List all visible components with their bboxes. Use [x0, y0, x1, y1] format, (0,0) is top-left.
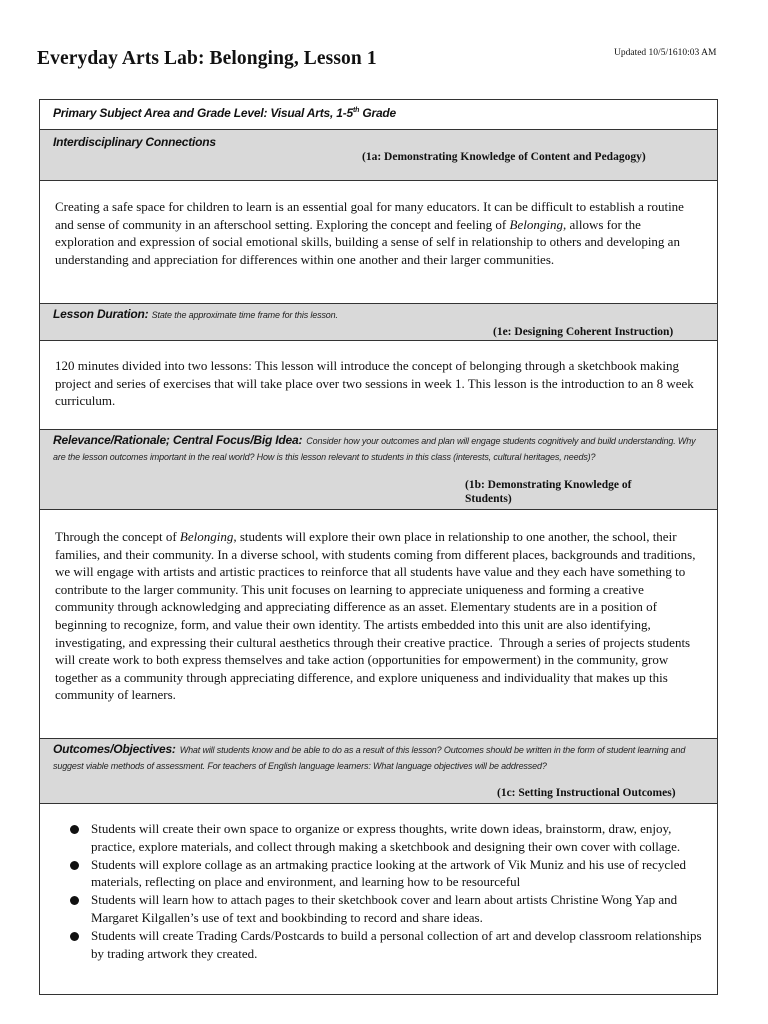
- relevance-domain: [465, 478, 631, 506]
- relevance-domain-line1: (1b: Demonstrating Knowledge of: [465, 479, 632, 491]
- bullet-icon: [70, 861, 79, 870]
- duration-note: State the approximate time frame for this lesson.: [151, 310, 338, 320]
- grade-superscript: th: [353, 107, 360, 114]
- relevance-note: Consider how your outcomes and plan will engage students cognitively and build understanding. Why are the lesson outcomes important in the real world? How is this lesson relevant to students in this class (interests, cultural heritages, needs)?: [53, 436, 696, 462]
- outcomes-note: What will students know and be able to do as a result of this lesson? Outcomes should be written in the form of student learning and suggest viable methods of assessment. For teachers of English language learners: What language objectives will be addressed?: [53, 745, 686, 771]
- interdisciplinary-domain: (1a: Demonstrating Knowledge of Content and Pedagogy): [362, 151, 646, 163]
- subject-grade-main: Primary Subject Area and Grade Level: Visual Arts, 1-5: [53, 106, 353, 120]
- bullet-icon: [70, 825, 79, 834]
- bullet-icon: [70, 932, 79, 941]
- relevance-domain-line2: Students): [465, 493, 512, 505]
- subject-row: [40, 100, 717, 130]
- lesson-plan-table: [39, 99, 718, 995]
- outcomes-body-row: [40, 804, 717, 994]
- relevance-heading-block: [53, 433, 708, 464]
- relevance-body: Through the concept of Belonging, students will explore their own place in relationship to one another, the school, their families, and their community. In a diverse school, with students coming from different places, backgrounds and traditions, we will engage with artists and artistic practices to reinforce that all students have value and they each have something to contribute to the larger community. This unit focuses on learning to appreciate uniqueness and forming a creative community through acknowledging and appreciating difference as an asset. Elementary students are in a position of beginning to recognize, form, and value their own identity. The artists embedded into this unit are also identifying, investigating, and expressing their cultural aesthetics through their creative practice. Through a series of projects students will create work to both express themselves and take action (opportunities for empowerment) in the community, grow together as a community through appreciating difference, and explore uniqueness and individuality that makes up this community of learners.: [55, 529, 696, 703]
- relevance-heading: Relevance/Rationale; Central Focus/Big Idea:: [53, 433, 303, 447]
- outcome-text: Students will create their own space to organize or express thoughts, write down ideas, brainstorm, draw, enjoy, practice, explore materials, and collect through making a sketchbook and designing their own cover with collage.: [91, 821, 681, 854]
- duration-body-row: [40, 341, 717, 430]
- outcomes-list: [70, 820, 710, 962]
- duration-domain: (1e: Designing Coherent Instruction): [493, 326, 674, 338]
- outcomes-heading-block: [53, 742, 693, 773]
- interdisciplinary-heading: Interdisciplinary Connections: [53, 135, 216, 149]
- outcomes-header: [40, 739, 717, 804]
- interdisciplinary-body-row: [40, 181, 717, 304]
- subject-grade-end: Grade: [359, 106, 397, 120]
- bullet-icon: [70, 896, 79, 905]
- list-item: [70, 927, 710, 963]
- duration-heading-line: [53, 307, 338, 321]
- duration-header: [40, 304, 717, 341]
- document-title: Everyday Arts Lab: Belonging, Lesson 1: [37, 48, 377, 69]
- duration-heading: Lesson Duration:: [53, 307, 149, 321]
- updated-timestamp: Updated 10/5/1610:03 AM: [614, 48, 717, 58]
- outcome-text: Students will create Trading Cards/Postcards to build a personal collection of art and develop classroom relationships by trading artwork they created.: [91, 927, 702, 961]
- list-item: [70, 856, 710, 892]
- duration-body: 120 minutes divided into two lessons: This lesson will introduce the concept of belonging through a sketchbook making project and series of exercises that will take place over two sessions in week 1. This lesson is the introduction to an 8 week curriculum.: [55, 358, 694, 409]
- interdisciplinary-header: [40, 130, 717, 181]
- list-item: [70, 891, 710, 927]
- subject-grade-label: [53, 106, 396, 120]
- outcome-text: Students will learn how to attach pages to their sketchbook cover and learn about artists Christine Wong Yap and Margaret Kilgallen’s use of text and bookbinding to record and share ideas.: [91, 892, 678, 925]
- interdisciplinary-body: Creating a safe space for children to learn is an essential goal for many educators. It can be difficult to establish a routine and sense of community in an afterschool setting. Exploring the concept and feeling of Belonging, allows for the exploration and expression of social emotional skills, building a sense of self in relationship to others and developing an understanding and appreciation for differences within one another and their larger communities.: [55, 199, 684, 267]
- outcomes-domain: (1c: Setting Instructional Outcomes): [497, 787, 676, 799]
- relevance-header: [40, 430, 717, 510]
- outcome-text: Students will explore collage as an artmaking practice looking at the artwork of Vik Muniz and his use of recycled materials, reflecting on place and environment, and learning how to be resourceful: [91, 856, 686, 890]
- relevance-body-row: [40, 510, 717, 739]
- outcomes-heading: Outcomes/Objectives:: [53, 742, 176, 756]
- list-item: [70, 820, 710, 856]
